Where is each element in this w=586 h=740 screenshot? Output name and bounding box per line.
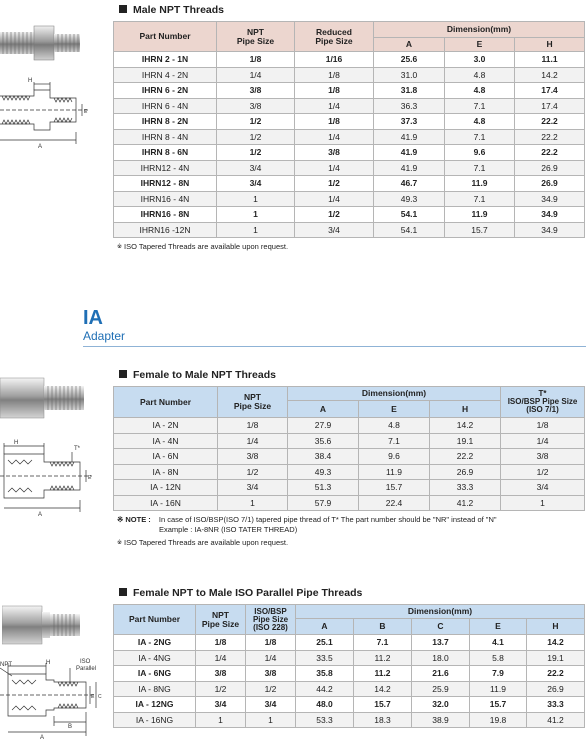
table-cell: 53.3 [296,712,354,728]
col-header-npt-pipe-size: NPT Pipe Size [218,387,288,418]
col-header-dimension: Dimension(mm) [288,387,501,401]
table-cell: 22.2 [515,145,585,161]
table-row [114,480,585,496]
table-cell: 1/4 [295,98,374,114]
square-bullet-icon [119,5,127,13]
table-cell: 33.5 [296,650,354,666]
table-cell: 11.9 [445,176,515,192]
table-cell: 3/8 [501,449,585,465]
table-cell: 27.9 [288,418,359,434]
table-cell: 1 [246,712,296,728]
table-row [114,52,585,68]
part-number-cell: IA - 16N [114,495,218,511]
svg-text:A: A [38,512,43,518]
title-divider [83,346,586,347]
col-header-e: E [359,401,430,418]
part-number-cell: IHRN 6 - 4N [114,98,217,114]
table-cell: 36.3 [374,98,445,114]
table-cell: 1/4 [501,433,585,449]
table-cell: 7.9 [470,666,527,682]
table-cell: 11.9 [445,207,515,223]
table-cell: 4.8 [445,114,515,130]
part-number-cell: IHRN12 - 4N [114,160,217,176]
section3-title: Female NPT to Male ISO Parallel Pipe Threads [119,587,362,599]
col-header-dimension: Dimension(mm) [374,22,585,38]
table-row [114,129,585,145]
table-cell: 22.4 [359,495,430,511]
part-number-cell: IA - 12N [114,480,218,496]
table-cell: 1/4 [217,67,295,83]
part-number-cell: IA - 8NG [114,681,196,697]
col-header-a: A [374,38,445,52]
table-cell: 1/2 [501,464,585,480]
table-cell: 41.2 [430,495,501,511]
table-cell: 33.3 [430,480,501,496]
table-row [114,83,585,99]
table-cell: 14.2 [527,635,585,651]
col-header-h: H [430,401,501,418]
table-cell: 1/8 [295,67,374,83]
table-cell: 17.4 [515,83,585,99]
col-header-part-number: Part Number [114,605,196,635]
table-cell: 15.7 [470,697,527,713]
col-header-c: C [412,619,470,635]
part-number-cell: IHRN 4 - 2N [114,67,217,83]
table-cell: 26.9 [515,176,585,192]
table-cell: 57.9 [288,495,359,511]
table-cell: 1/8 [295,83,374,99]
svg-text:H: H [28,78,33,84]
male-npt-fitting-photo [0,22,82,64]
col-header-a: A [288,401,359,418]
table-cell: 1/4 [295,160,374,176]
table-cell: 7.1 [359,433,430,449]
table-row [114,160,585,176]
table-cell: 1/2 [218,464,288,480]
table-cell: 46.7 [374,176,445,192]
table-cell: 3/4 [196,697,246,713]
table-cell: 25.1 [296,635,354,651]
table-row [114,222,585,238]
table-cell: 1 [218,495,288,511]
table-cell: 1 [501,495,585,511]
svg-text:E: E [91,694,95,700]
col-header-iso-bsp-pipe-size: T* ISO/BSP Pipe Size (ISO 7/1) [501,387,585,418]
table-cell: 34.9 [515,207,585,223]
table-cell: 38.4 [288,449,359,465]
section1-note: ※ ISO Tapered Threads are available upon request. [117,242,289,251]
svg-text:E: E [84,109,88,115]
col-header-npt-pipe-size: NPT Pipe Size [196,605,246,635]
table-cell: 11.9 [470,681,527,697]
table-cell: 54.1 [374,222,445,238]
table-cell: 11.2 [354,650,412,666]
table-row [114,145,585,161]
table-cell: 1 [217,207,295,223]
table-cell: 15.7 [354,697,412,713]
table-cell: 3/8 [218,449,288,465]
table-cell: 17.4 [515,98,585,114]
table-cell: 1/2 [217,145,295,161]
table-cell: 48.0 [296,697,354,713]
table-cell: 25.9 [412,681,470,697]
svg-text:B: B [68,724,73,730]
table-cell: 26.9 [527,681,585,697]
col-header-e: E [445,38,515,52]
table-cell: 11.2 [354,666,412,682]
part-number-cell: IHRN16 - 4N [114,191,217,207]
table-cell: 1/2 [217,129,295,145]
table-row [114,495,585,511]
table-row [114,464,585,480]
male-npt-dimension-drawing [0,76,100,150]
table-cell: 3/4 [217,160,295,176]
table-cell: 15.7 [359,480,430,496]
table-cell: 35.8 [296,666,354,682]
table-row [114,176,585,192]
table-row [114,98,585,114]
part-number-cell: IHRN12 - 8N [114,176,217,192]
table-cell: 1/2 [217,114,295,130]
table-cell: 18.0 [412,650,470,666]
female-npt-iso-table [113,604,585,728]
svg-text:T*: T* [74,446,80,452]
square-bullet-icon [119,370,127,378]
table-cell: 7.1 [445,191,515,207]
table-cell: 7.1 [445,129,515,145]
table-cell: 19.1 [430,433,501,449]
table-cell: 1 [196,712,246,728]
svg-text:H: H [14,440,19,446]
female-npt-iso-fitting-photo [2,602,82,648]
table-row [114,650,585,666]
section2-title: Female to Male NPT Threads [119,369,276,381]
part-number-cell: IHRN 8 - 4N [114,129,217,145]
table-cell: 7.1 [445,160,515,176]
table-cell: 13.7 [412,635,470,651]
table-cell: 19.1 [527,650,585,666]
table-cell: 7.1 [354,635,412,651]
table-cell: 21.6 [412,666,470,682]
svg-text:A: A [38,144,43,150]
female-to-male-dimension-drawing [0,438,100,518]
table-cell: 41.9 [374,129,445,145]
table-cell: 4.1 [470,635,527,651]
table-cell: 51.3 [288,480,359,496]
table-cell: 1/4 [295,191,374,207]
table-cell: 4.8 [359,418,430,434]
col-header-b: B [354,619,412,635]
table-cell: 3.0 [445,52,515,68]
table-cell: 41.2 [527,712,585,728]
table-cell: 3/8 [295,145,374,161]
col-header-h: H [527,619,585,635]
part-number-cell: IHRN 6 - 2N [114,83,217,99]
section2-note: ※ NOTE : In case of ISO/BSP(ISO 7/1) tapered pipe thread of T* The part number should be "NR" instead of "N" [117,515,497,524]
table-cell: 5.8 [470,650,527,666]
table-cell: 22.2 [515,114,585,130]
table-row [114,114,585,130]
table-cell: 3/4 [217,176,295,192]
table-cell: 1/8 [217,52,295,68]
table-cell: 41.9 [374,160,445,176]
table-cell: 1 [217,222,295,238]
table-cell: 1/8 [501,418,585,434]
female-to-male-table [113,386,585,511]
table-cell: 9.6 [445,145,515,161]
square-bullet-icon [119,588,127,596]
table-cell: 4.8 [445,83,515,99]
table-cell: 22.2 [430,449,501,465]
table-cell: 14.2 [515,67,585,83]
svg-text:H: H [46,660,51,666]
product-name-subtitle: Adapter [83,329,126,343]
table-cell: 1/4 [295,129,374,145]
table-row [114,418,585,434]
table-cell: 26.9 [430,464,501,480]
table-row [114,449,585,465]
table-cell: 15.7 [445,222,515,238]
table-cell: 22.2 [527,666,585,682]
product-code-title: IA [83,307,103,329]
table-cell: 1/2 [295,176,374,192]
table-cell: 11.1 [515,52,585,68]
table-cell: 31.8 [374,83,445,99]
part-number-cell: IHRN 8 - 6N [114,145,217,161]
table-cell: 3/8 [217,83,295,99]
table-cell: 38.9 [412,712,470,728]
table-cell: 14.2 [354,681,412,697]
section2-note-example: Example : IA-8NR (ISO TATER THREAD) [159,525,298,534]
table-cell: 37.3 [374,114,445,130]
table-cell: 34.9 [515,191,585,207]
table-cell: 26.9 [515,160,585,176]
part-number-cell: IHRN16 - 8N [114,207,217,223]
table-row [114,712,585,728]
table-cell: 44.2 [296,681,354,697]
table-row [114,666,585,682]
table-cell: 3/4 [246,697,296,713]
part-number-cell: IA - 12NG [114,697,196,713]
table-cell: 1/2 [246,681,296,697]
table-cell: 3/8 [246,666,296,682]
table-cell: 3/4 [501,480,585,496]
part-number-cell: IA - 2N [114,418,218,434]
table-cell: 3/4 [295,222,374,238]
table-cell: 25.6 [374,52,445,68]
col-header-h: H [515,38,585,52]
table-cell: 41.9 [374,145,445,161]
col-header-npt-pipe-size: NPT Pipe Size [217,22,295,52]
svg-text:Parallel: Parallel [76,666,97,672]
col-header-part-number: Part Number [114,22,217,52]
part-number-cell: IHRN 8 - 2N [114,114,217,130]
table-cell: 18.3 [354,712,412,728]
table-cell: 33.3 [527,697,585,713]
table-row [114,433,585,449]
female-npt-iso-dimension-drawing [0,656,104,740]
table-cell: 1/16 [295,52,374,68]
table-row [114,191,585,207]
col-header-dimension: Dimension(mm) [296,605,585,619]
section2-note-iso: ※ ISO Tapered Threads are available upon request. [117,538,289,547]
svg-text:ISO: ISO [80,659,91,665]
table-cell: 1 [217,191,295,207]
table-cell: 3/4 [218,480,288,496]
section1-title: Male NPT Threads [119,4,224,16]
part-number-cell: IA - 4NG [114,650,196,666]
col-header-part-number: Part Number [114,387,218,418]
col-header-iso-bsp-pipe-size: ISO/BSP Pipe Size (ISO 228) [246,605,296,635]
table-row [114,697,585,713]
table-cell: 4.8 [445,67,515,83]
table-cell: 34.9 [515,222,585,238]
table-cell: 49.3 [288,464,359,480]
table-row [114,681,585,697]
table-cell: 1/4 [196,650,246,666]
part-number-cell: IHRN16 -12N [114,222,217,238]
table-cell: 22.2 [515,129,585,145]
part-number-cell: IA - 4N [114,433,218,449]
table-cell: 1/4 [218,433,288,449]
col-header-reduced-pipe-size: Reduced Pipe Size [295,22,374,52]
table-cell: 1/4 [246,650,296,666]
table-row [114,67,585,83]
table-cell: 7.1 [445,98,515,114]
part-number-cell: IHRN 2 - 1N [114,52,217,68]
part-number-cell: IA - 6NG [114,666,196,682]
table-cell: 1/8 [196,635,246,651]
table-cell: 9.6 [359,449,430,465]
svg-text:NPT: NPT [0,662,12,668]
table-cell: 54.1 [374,207,445,223]
part-number-cell: IA - 2NG [114,635,196,651]
table-cell: 1/2 [196,681,246,697]
table-cell: 14.2 [430,418,501,434]
table-cell: 3/8 [217,98,295,114]
table-cell: 1/8 [246,635,296,651]
table-cell: 11.9 [359,464,430,480]
table-cell: 19.8 [470,712,527,728]
table-cell: 3/8 [196,666,246,682]
col-header-a: A [296,619,354,635]
svg-text:E: E [88,475,92,481]
table-cell: 1/8 [295,114,374,130]
table-cell: 31.0 [374,67,445,83]
table-cell: 32.0 [412,697,470,713]
table-cell: 35.6 [288,433,359,449]
part-number-cell: IA - 6N [114,449,218,465]
svg-text:A: A [40,735,45,740]
table-row [114,635,585,651]
svg-text:C: C [98,694,102,700]
part-number-cell: IA - 8N [114,464,218,480]
part-number-cell: IA - 16NG [114,712,196,728]
male-npt-table [113,21,585,238]
female-to-male-fitting-photo [0,374,86,422]
table-cell: 49.3 [374,191,445,207]
table-row [114,207,585,223]
table-cell: 1/8 [218,418,288,434]
table-cell: 1/2 [295,207,374,223]
col-header-e: E [470,619,527,635]
